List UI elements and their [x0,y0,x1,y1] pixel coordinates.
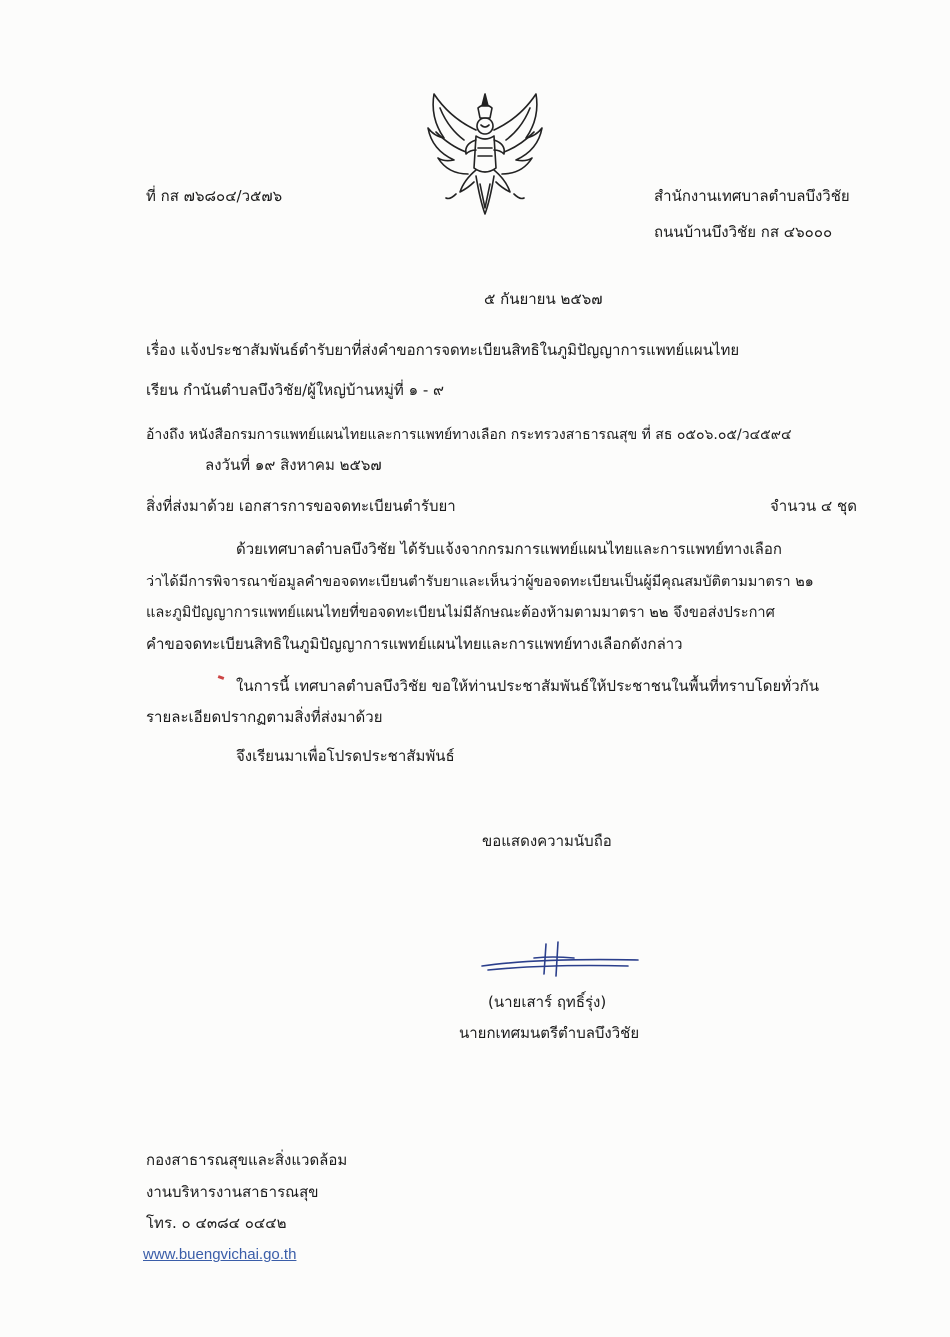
subject-line: เรื่อง แจ้งประชาสัมพันธ์ตำรับยาที่ส่งคำขอการจดทะเบียนสิทธิในภูมิปัญญาการแพทย์แผนไทย [146,341,740,359]
office-address: ถนนบ้านบึงวิชัย กส ๔๖๐๐๐ [654,223,833,241]
para2-line-1: ในการนี้ เทศบาลตำบลบึงวิชัย ขอให้ท่านประชาสัมพันธ์ให้ประชาชนในพื้นที่ทราบโดยทั่วกัน [236,677,819,695]
footer-department: กองสาธารณสุขและสิ่งแวดล้อม [146,1151,348,1169]
para1-line-4: คำขอจดทะเบียนสิทธิในภูมิปัญญาการแพทย์แผนไทยและการแพทย์ทางเลือกดังกล่าว [146,635,683,653]
enclosure-line: สิ่งที่ส่งมาด้วย เอกสารการขอจดทะเบียนตำรับยา [146,497,456,515]
para2-line-2: รายละเอียดปรากฏตามสิ่งที่ส่งมาด้วย [146,708,383,726]
office-name: สำนักงานเทศบาลตำบลบึงวิชัย [654,187,850,205]
footer-section: งานบริหารงานสาธารณสุข [146,1183,319,1201]
para1-line-3: และภูมิปัญญาการแพทย์แผนไทยที่ขอจดทะเบียนไม่มีลักษณะต้องห้ามตามมาตรา ๒๒ จึงขอส่งประกาศ [146,604,775,621]
signer-name: (นายเสาร์ ฤทธิ์รุ่ง) [488,993,607,1011]
website-link[interactable]: www.buengvichai.go.th [143,1246,297,1263]
closing-salutation: ขอแสดงความนับถือ [482,832,612,850]
signature-icon [478,940,648,980]
garuda-emblem-icon [420,88,550,218]
signer-title: นายกเทศมนตรีตำบลบึงวิชัย [459,1024,640,1042]
reference-number: ที่ กส ๗๖๘๐๔/ว๕๗๖ [146,187,283,205]
para1-line-1: ด้วยเทศบาลตำบลบึงวิชัย ได้รับแจ้งจากกรมการแพทย์แผนไทยและการแพทย์ทางเลือก [236,540,782,558]
para3-line: จึงเรียนมาเพื่อโปรดประชาสัมพันธ์ [236,747,455,765]
letter-date: ๕ กันยายน ๒๕๖๗ [484,290,603,308]
reference-line-2: ลงวันที่ ๑๙ สิงหาคม ๒๕๖๗ [205,456,382,474]
reference-line-1: อ้างถึง หนังสือกรมการแพทย์แผนไทยและการแพทย์ทางเลือก กระทรวงสาธารณสุข ที่ สธ ๐๕๐๖.๐๕/ว๔๕๙๔ [146,427,792,443]
para1-line-2: ว่าได้มีการพิจารณาข้อมูลคำขอจดทะเบียนตำรับยาและเห็นว่าผู้ขอจดทะเบียนเป็นผู้มีคุณสมบัติตามมาตรา ๒๑ [146,574,814,590]
pen-mark [218,675,225,680]
enclosure-count: จำนวน ๔ ชุด [770,497,857,515]
footer-phone: โทร. ๐ ๔๓๘๔ ๐๔๔๒ [146,1214,287,1232]
recipient-line: เรียน กำนันตำบลบึงวิชัย/ผู้ใหญ่บ้านหมู่ที่ ๑ - ๙ [146,381,445,399]
